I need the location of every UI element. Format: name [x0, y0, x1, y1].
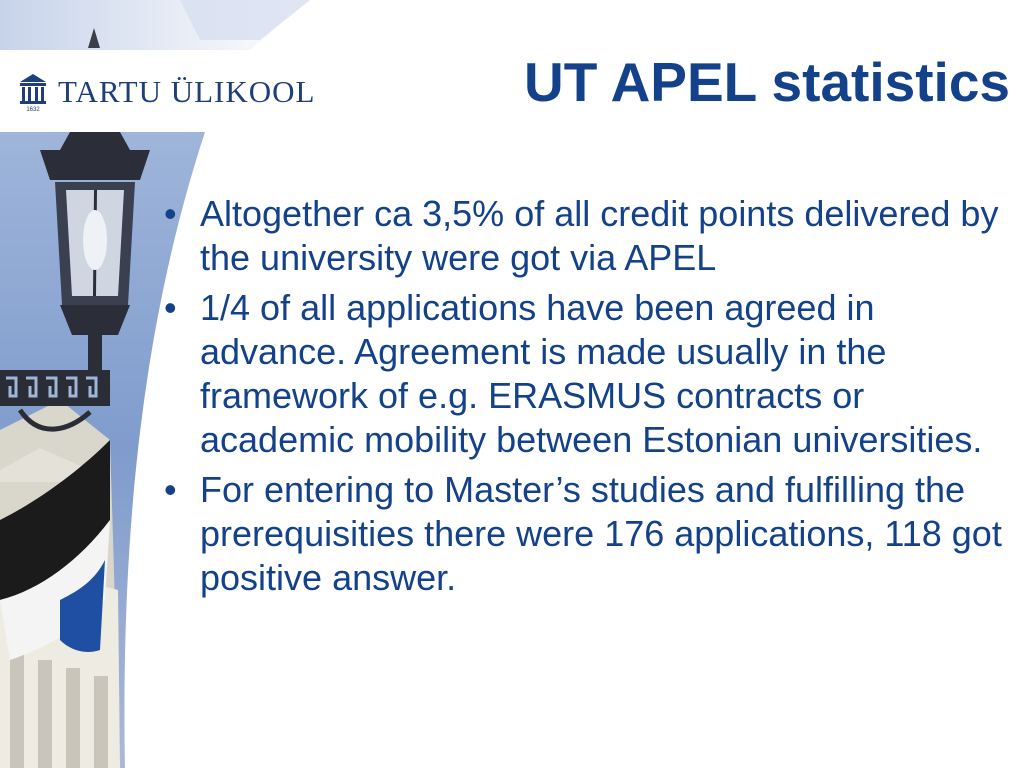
bullet-icon: •	[164, 287, 177, 328]
bullet-text: Altogether ca 3,5% of all credit points delivered by the university were got via APEL	[200, 193, 999, 278]
bullet-text: 1/4 of all applications have been agreed in advance. Agreement is made usually in the framework of e.g. ERASMUS contracts or academic mobility between Estonian universities.	[200, 287, 983, 460]
university-building-icon	[18, 72, 48, 112]
university-logo	[18, 72, 315, 112]
slide-title: UT APEL statistics	[524, 51, 1010, 113]
bullet-item	[160, 468, 1005, 600]
bullet-icon: •	[164, 193, 177, 234]
logo-year: 1632	[26, 107, 40, 112]
bullet-item	[160, 286, 1005, 462]
logo-text: TARTU ÜLIKOOL	[58, 74, 316, 109]
bullet-icon: •	[164, 469, 177, 510]
bullet-text: For entering to Master’s studies and fulfilling the prerequisities there were 176 applications, 118 got positive answer.	[200, 469, 1002, 598]
bullet-list	[160, 192, 1005, 606]
bullet-item	[160, 192, 1005, 280]
